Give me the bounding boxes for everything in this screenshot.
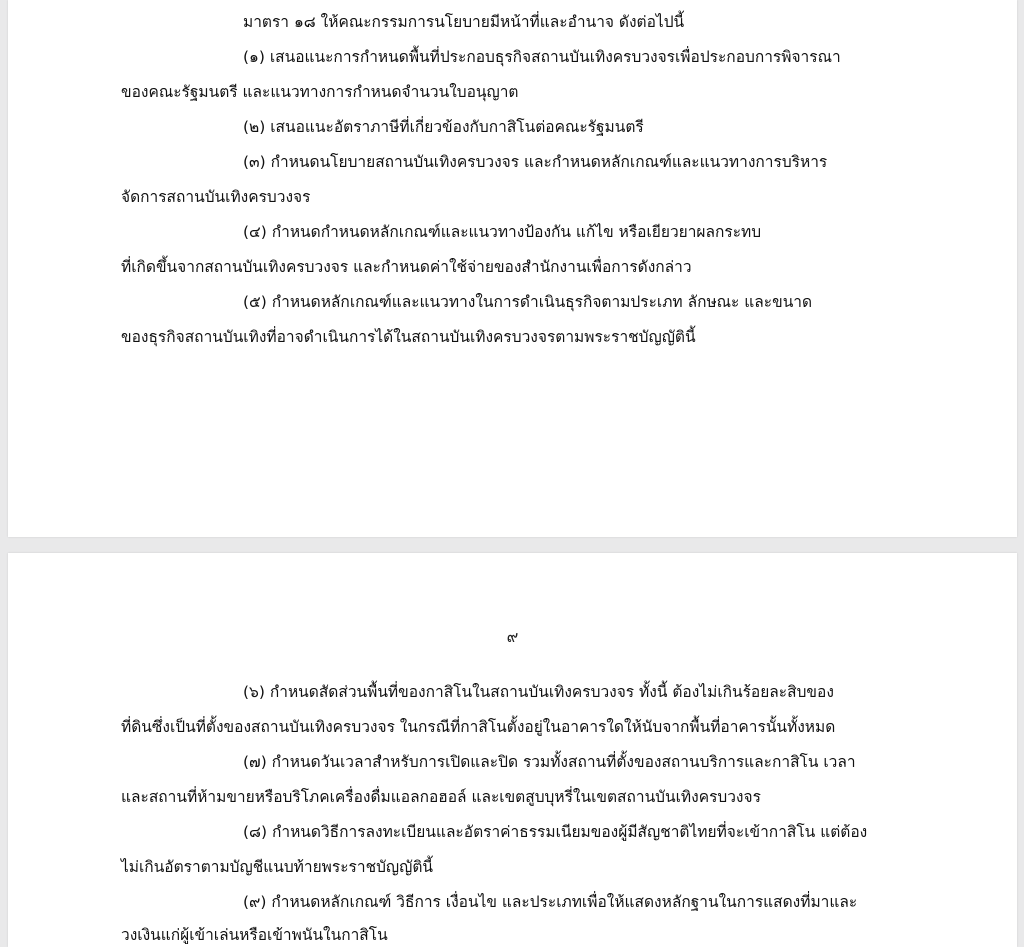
page-number: ๙ (506, 627, 519, 646)
clause-8-line-2: ไม่เกินอัตราตามบัญชีแนบท้ายพระราชบัญญัตินี้ (121, 858, 434, 876)
clause-9-line-1: (๙) กำหนดหลักเกณฑ์ วิธีการ เงื่อนไข และประเภทเพื่อให้แสดงหลักฐานในการแสดงที่มาและ (243, 893, 858, 911)
clause-9-line-2: วงเงินแก่ผู้เข้าเล่นหรือเข้าพนันในกาสิโน (121, 926, 388, 944)
clause-1-line-1: (๑) เสนอแนะการกำหนดพื้นที่ประกอบธุรกิจสถานบันเทิงครบวงจรเพื่อประกอบการพิจารณา (243, 48, 841, 66)
clause-3-line-2: จัดการสถานบันเทิงครบวงจร (121, 188, 311, 206)
clause-8-line-1: (๘) กำหนดวิธีการลงทะเบียนและอัตราค่าธรรมเนียมของผู้มีสัญชาติไทยที่จะเข้ากาสิโน แต่ต้อง (243, 823, 868, 841)
document-page-2 (8, 553, 1017, 947)
clause-1-line-2: ของคณะรัฐมนตรี และแนวทางการกำหนดจำนวนใบอนุญาต (121, 83, 519, 101)
clause-6-line-1: (๖) กำหนดสัดส่วนพื้นที่ของกาสิโนในสถานบันเทิงครบวงจร ทั้งนี้ ต้องไม่เกินร้อยละสิบของ (243, 683, 834, 701)
clause-6-line-2: ที่ดินซึ่งเป็นที่ตั้งของสถานบันเทิงครบวงจร ในกรณีที่กาสิโนตั้งอยู่ในอาคารใดให้นับจากพื้นที่อาคารนั้นทั้งหมด (121, 718, 836, 736)
clause-7-line-1: (๗) กำหนดวันเวลาสำหรับการเปิดและปิด รวมทั้งสถานที่ตั้งของสถานบริการและกาสิโน เวลา (243, 753, 856, 771)
clause-3-line-1: (๓) กำหนดนโยบายสถานบันเทิงครบวงจร และกำหนดหลักเกณฑ์และแนวทางการบริหาร (243, 153, 828, 171)
clause-4-line-2: ที่เกิดขึ้นจากสถานบันเทิงครบวงจร และกำหนดค่าใช้จ่ายของสำนักงานเพื่อการดังกล่าว (121, 258, 692, 276)
clause-5-line-2: ของธุรกิจสถานบันเทิงที่อาจดำเนินการได้ในสถานบันเทิงครบวงจรตามพระราชบัญญัตินี้ (121, 328, 696, 346)
clause-2-line-1: (๒) เสนอแนะอัตราภาษีที่เกี่ยวข้องกับกาสิโนต่อคณะรัฐมนตรี (243, 118, 644, 136)
clause-7-line-2: และสถานที่ห้ามขายหรือบริโภคเครื่องดื่มแอลกอฮอล์ และเขตสูบบุหรี่ในเขตสถานบันเทิงครบวงจร (121, 788, 761, 806)
clause-5-line-1: (๕) กำหนดหลักเกณฑ์และแนวทางในการดำเนินธุรกิจตามประเภท ลักษณะ และขนาด (243, 293, 813, 311)
document-page-1 (8, 0, 1017, 537)
section-18-heading: มาตรา ๑๘ ให้คณะกรรมการนโยบายมีหน้าที่และอำนาจ ดังต่อไปนี้ (243, 13, 685, 31)
clause-4-line-1: (๔) กำหนดกำหนดหลักเกณฑ์และแนวทางป้องกัน แก้ไข หรือเยียวยาผลกระทบ (243, 223, 762, 241)
